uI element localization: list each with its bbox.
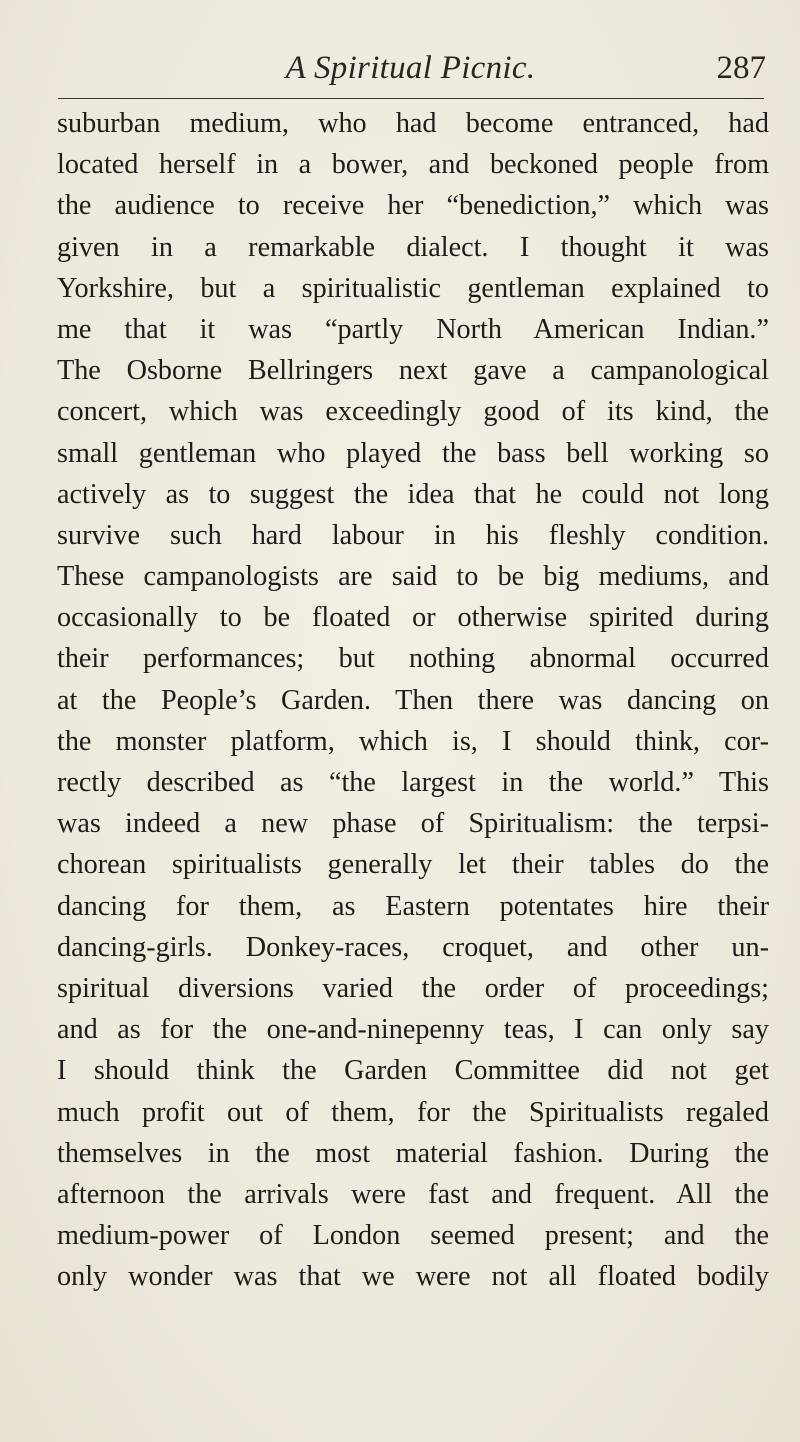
text-line: These campanologists are said to be big mediums, and: [57, 561, 769, 593]
text-line: small gentleman who played the bass bell working so: [57, 437, 769, 469]
text-line: located herself in a bower, and beckoned people from: [57, 149, 769, 181]
page-number: 287: [716, 50, 766, 86]
text-line: suburban medium, who had become entranced, had: [57, 108, 769, 139]
text-line: chorean spiritualists generally let their tables do the: [57, 849, 769, 881]
text-line: the monster platform, which is, I should think, cor-: [57, 725, 769, 757]
text-line: occasionally to be floated or otherwise spirited during: [57, 602, 769, 634]
text-line: dancing for them, as Eastern potentates hire their: [57, 890, 769, 922]
text-line: actively as to suggest the idea that he could not long: [57, 478, 769, 510]
text-line: was indeed a new phase of Spiritualism: the terpsi-: [57, 808, 769, 840]
running-head: [55, 46, 766, 90]
text-line: medium-power of London seemed present; and the: [57, 1220, 769, 1252]
text-line: Yorkshire, but a spiritualistic gentleman explained to: [57, 272, 769, 304]
text-line: afternoon the arrivals were fast and frequent. All the: [57, 1178, 769, 1210]
text-line: spiritual diversions varied the order of proceedings;: [57, 972, 769, 1004]
text-line: The Osborne Bellringers next gave a campanological: [57, 355, 769, 387]
text-line: dancing-girls. Donkey-races, croquet, and other un-: [57, 931, 769, 963]
text-line: I should think the Garden Committee did not get: [57, 1055, 769, 1087]
body-text: [57, 103, 769, 1297]
text-line: given in a remarkable dialect. I thought it was: [57, 231, 769, 263]
text-line: rectly described as “the largest in the world.” This: [57, 767, 769, 798]
running-title: A Spiritual Picnic.: [285, 50, 536, 86]
text-line: me that it was “partly North American Indian.”: [57, 313, 769, 345]
text-line: only wonder was that we were not all floated bodily: [57, 1261, 769, 1293]
text-line: concert, which was exceedingly good of its kind, the: [57, 396, 769, 428]
text-line: themselves in the most material fashion. During the: [57, 1137, 769, 1169]
text-line: and as for the one-and-ninepenny teas, I can only say: [57, 1014, 769, 1046]
text-line: survive such hard labour in his fleshly condition.: [57, 519, 769, 551]
text-line: at the People’s Garden. Then there was dancing on: [57, 684, 769, 716]
header-rule: [58, 98, 764, 99]
text-line: the audience to receive her “benediction,” which was: [57, 190, 769, 222]
text-line: their performances; but nothing abnormal occurred: [57, 643, 769, 675]
text-line: much profit out of them, for the Spiritualists regaled: [57, 1096, 769, 1128]
